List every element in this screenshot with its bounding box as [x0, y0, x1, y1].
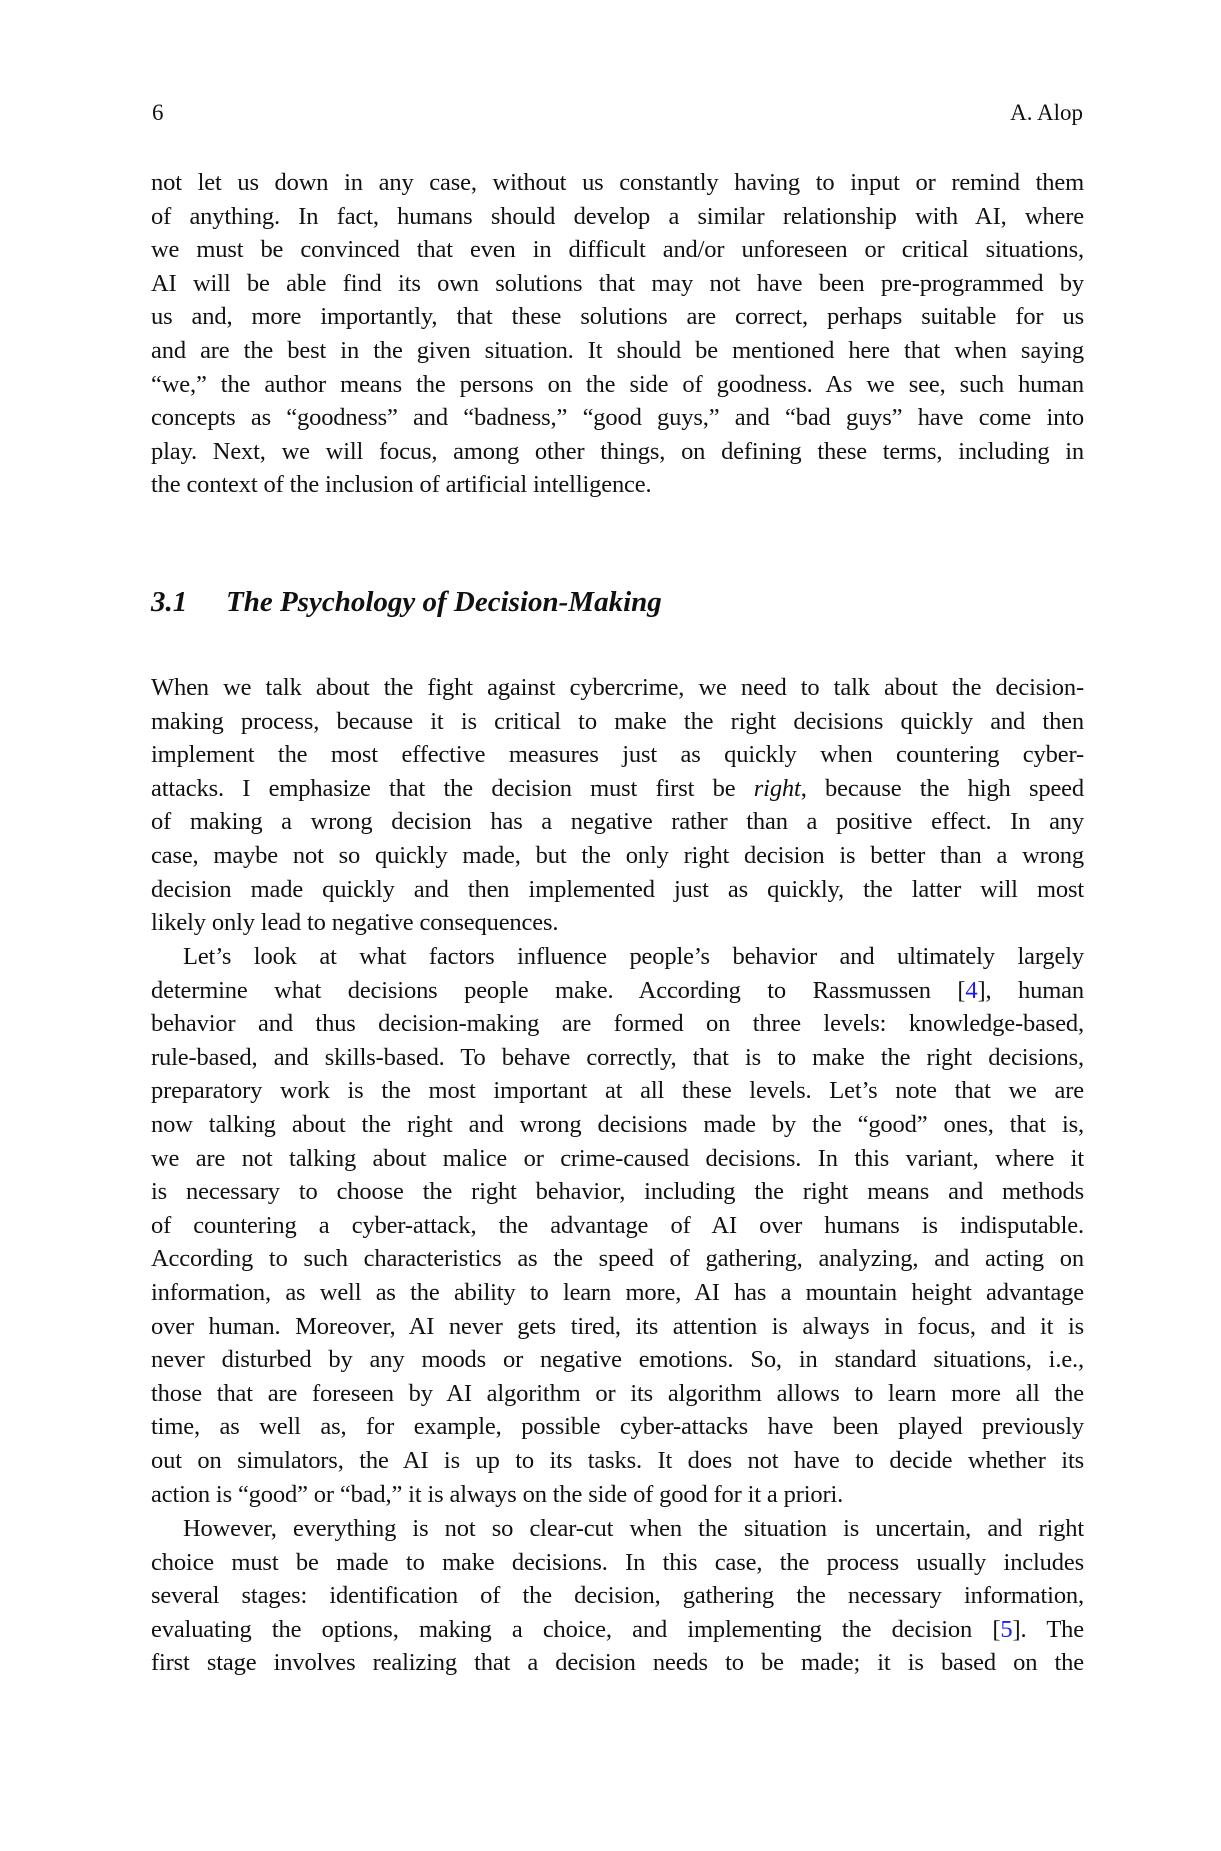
text-line: first stage involves realizing that a decision needs to be made; it is based on the [151, 1649, 1084, 1677]
text-line: making process, because it is critical to make the right decisions quickly and then [151, 707, 1084, 735]
text-line: play. Next, we will focus, among other things, on defining these terms, including in [151, 437, 1084, 465]
text-line: However, everything is not so clear-cut when the situation is uncertain, and right [183, 1515, 1084, 1542]
text-line: we are not talking about malice or crime-caused decisions. In this variant, where it [151, 1144, 1084, 1172]
text-line: not let us down in any case, without us constantly having to input or remind them [151, 169, 1084, 196]
text-line: When we talk about the fight against cybercrime, we need to talk about the decision- [151, 674, 1084, 701]
text-line: action is “good” or “bad,” it is always on the side of good for it a priori. [151, 1480, 844, 1508]
text-line: concepts as “goodness” and “badness,” “good guys,” and “bad guys” have come into [151, 404, 1084, 432]
text-line: over human. Moreover, AI never gets tired, its attention is always in focus, and it is [151, 1312, 1084, 1340]
text-line: of countering a cyber-attack, the advantage of AI over humans is indisputable. [151, 1211, 1084, 1239]
text-line: “we,” the author means the persons on the side of goodness. As we see, such human [151, 370, 1084, 398]
intro-paragraph [151, 166, 1084, 502]
citation-link-4[interactable]: 4 [965, 976, 978, 1004]
running-head: A. Alop [1010, 100, 1083, 125]
text-line: preparatory work is the most important at all these levels. Let’s note that we are [151, 1077, 1084, 1105]
text-line: of anything. In fact, humans should develop a similar relationship with AI, where [151, 202, 1084, 230]
emphasis-text: right [753, 774, 801, 802]
text-line: us and, more importantly, that these solutions are correct, perhaps suitable for us [151, 303, 1084, 331]
text-line: likely only lead to negative consequences. [151, 909, 559, 937]
text-run: attacks. I emphasize that the decision must first be [151, 774, 754, 802]
citation-link-5[interactable]: 5 [1000, 1615, 1013, 1643]
text-line: and are the best in the given situation. It should be mentioned here that when saying [151, 336, 1084, 364]
text-line: is necessary to choose the right behavior, including the right means and methods [151, 1178, 1084, 1206]
text-run: ], human [977, 976, 1084, 1004]
paragraph-1 [151, 671, 1084, 940]
text-line: out on simulators, the AI is up to its tasks. It does not have to decide whether its [151, 1446, 1084, 1474]
paragraph-2 [151, 940, 1084, 1511]
text-run: evaluating the options, making a choice, and implementing the decision [ [151, 1615, 1001, 1643]
text-run: determine what decisions people make. According to Rassmussen [ [151, 976, 966, 1004]
text-line: information, as well as the ability to learn more, AI has a mountain height advantage [151, 1278, 1084, 1306]
text-line: never disturbed by any moods or negative emotions. So, in standard situations, i.e., [151, 1346, 1084, 1374]
text-line [151, 772, 1084, 806]
text-line: decision made quickly and then implemented just as quickly, the latter will most [151, 875, 1084, 903]
page-number: 6 [152, 100, 164, 125]
text-run: ]. The [1012, 1615, 1084, 1643]
text-run: , because the high speed [800, 774, 1085, 802]
text-line: of making a wrong decision has a negative rather than a positive effect. In any [151, 808, 1084, 836]
section-title: The Psychology of Decision-Making [226, 586, 662, 618]
text-line: rule-based, and skills-based. To behave correctly, that is to make the right decisions, [151, 1043, 1084, 1071]
text-line: implement the most effective measures just as quickly when countering cyber- [151, 741, 1084, 769]
section-number: 3.1 [151, 586, 188, 618]
text-line [151, 1613, 1084, 1647]
text-line: According to such characteristics as the speed of gathering, analyzing, and acting on [151, 1245, 1084, 1273]
text-line: case, maybe not so quickly made, but the only right decision is better than a wrong [151, 841, 1084, 869]
text-line: several stages: identification of the decision, gathering the necessary information, [151, 1582, 1084, 1610]
text-line: we must be convinced that even in difficult and/or unforeseen or critical situations, [151, 236, 1084, 264]
text-line: choice must be made to make decisions. In this case, the process usually includes [151, 1548, 1084, 1576]
text-line: AI will be able find its own solutions that may not have been pre-programmed by [151, 269, 1084, 297]
text-line: time, as well as, for example, possible cyber-attacks have been played previously [151, 1413, 1084, 1441]
text-line: behavior and thus decision-making are formed on three levels: knowledge-based, [151, 1010, 1084, 1038]
section-heading [151, 586, 662, 619]
text-line: now talking about the right and wrong decisions made by the “good” ones, that is, [151, 1110, 1084, 1138]
text-line: those that are foreseen by AI algorithm or its algorithm allows to learn more all the [151, 1379, 1084, 1407]
text-line: the context of the inclusion of artificial intelligence. [151, 471, 652, 499]
text-line: Let’s look at what factors influence people’s behavior and ultimately largely [183, 943, 1084, 970]
paragraph-3 [151, 1512, 1084, 1680]
text-line [151, 974, 1084, 1008]
